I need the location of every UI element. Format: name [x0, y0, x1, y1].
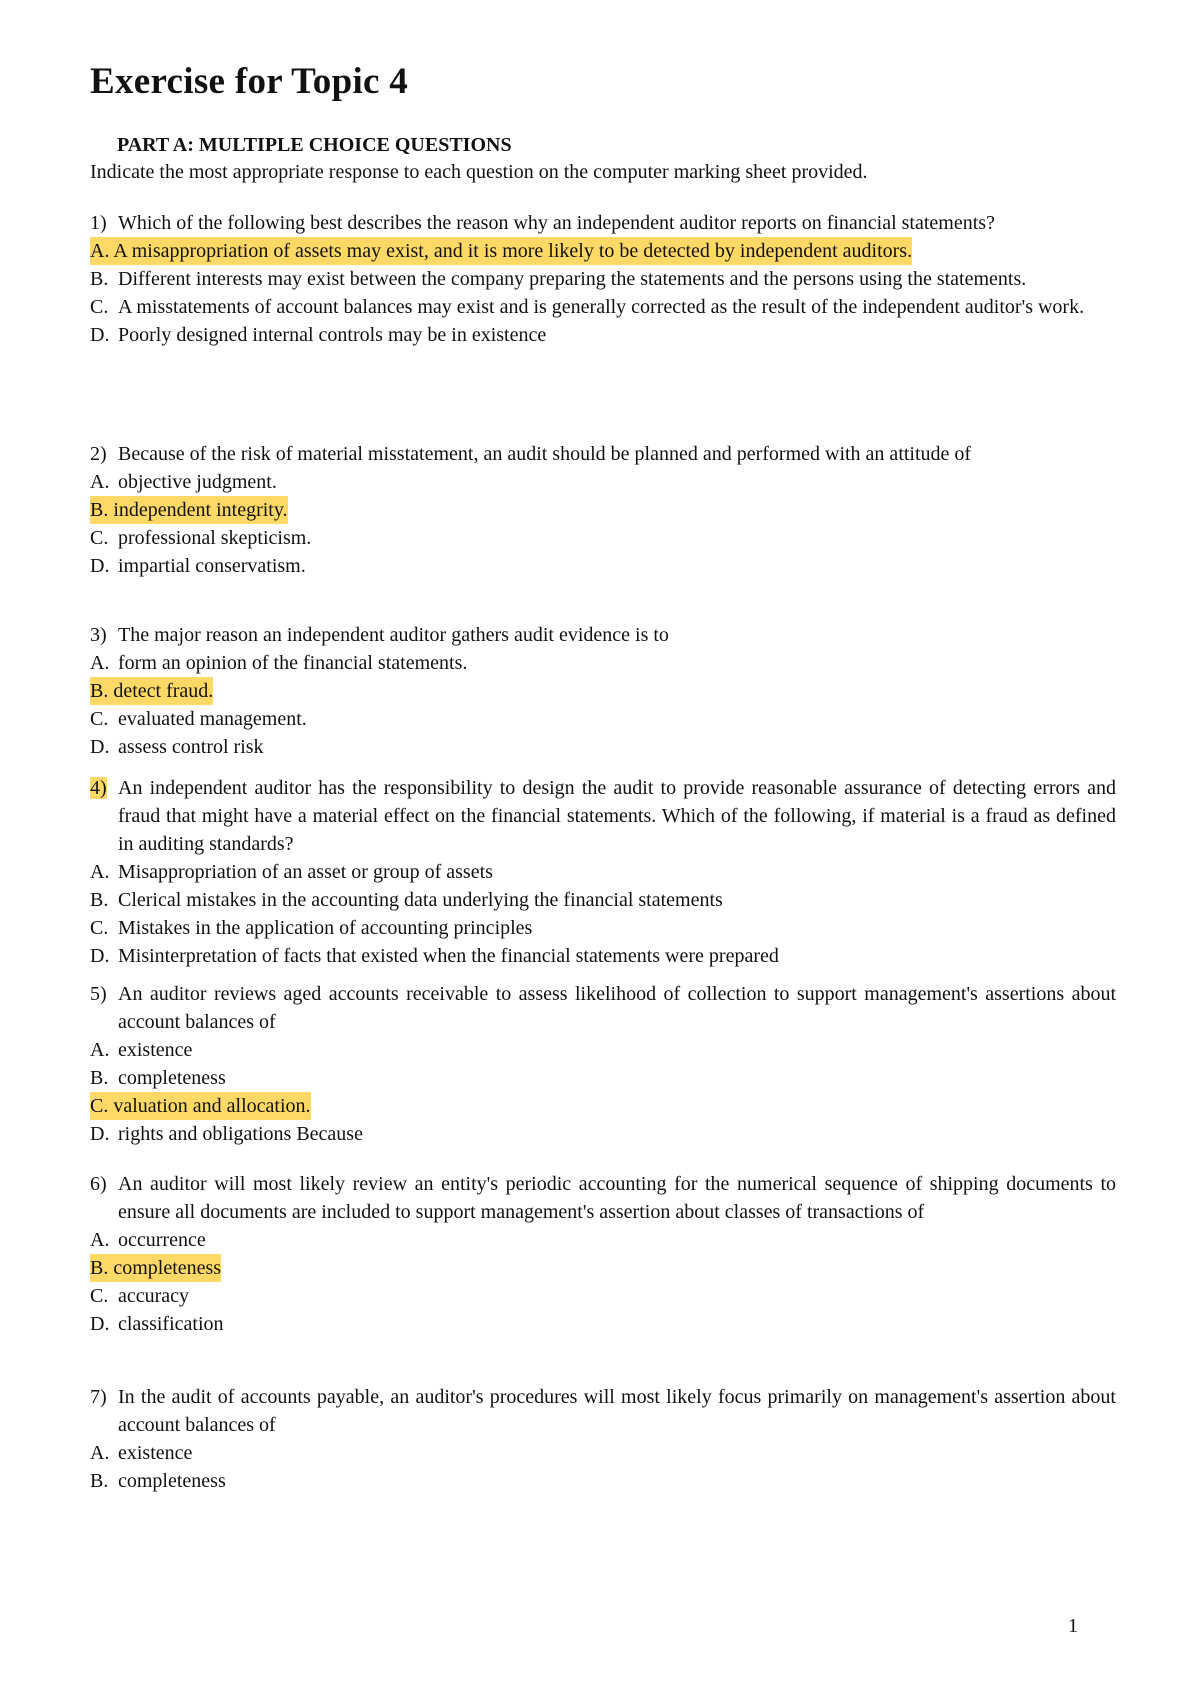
question-number-label: 4) — [90, 777, 107, 799]
option-text: assess control risk — [118, 736, 264, 758]
answer-option — [90, 942, 1116, 970]
highlighted-answer — [90, 1254, 221, 1282]
option-text: classification — [118, 1313, 224, 1335]
answer-option — [90, 1064, 1116, 1092]
answer-option — [90, 733, 1116, 761]
answer-option — [90, 1036, 1116, 1064]
question-3 — [90, 621, 1116, 761]
option-letter: B. — [90, 889, 109, 911]
option-text: detect fraud. — [113, 680, 214, 702]
answer-option — [90, 649, 1116, 677]
question-text: In the audit of accounts payable, an auditor's procedures will most likely focus primarily on management's assertion about account balances of — [118, 1386, 1116, 1436]
instructions: Indicate the most appropriate response to each question on the computer marking sheet provided. — [90, 161, 868, 183]
answer-option — [90, 1254, 1116, 1282]
question-5 — [90, 980, 1116, 1148]
option-letter: A. — [90, 240, 110, 262]
highlighted-answer — [90, 677, 213, 705]
answer-option — [90, 1226, 1116, 1254]
option-text: completeness — [118, 1067, 226, 1089]
answer-option — [90, 705, 1116, 733]
question-number-label: 2) — [90, 443, 107, 465]
option-text: A misappropriation of assets may exist, and it is more likely to be detected by independent auditors. — [113, 240, 913, 262]
question-stem — [90, 774, 1116, 858]
option-text: objective judgment. — [118, 471, 277, 493]
option-letter: D. — [90, 1313, 110, 1335]
answer-option — [90, 858, 1116, 886]
option-letter: C. — [90, 1095, 109, 1117]
option-text: Different interests may exist between the company preparing the statements and the persons using the statements. — [118, 268, 1027, 290]
answer-option — [90, 1120, 1116, 1148]
option-text: existence — [118, 1442, 193, 1464]
option-text: Clerical mistakes in the accounting data underlying the financial statements — [118, 889, 723, 911]
question-number — [90, 980, 118, 1036]
option-text: independent integrity. — [113, 499, 288, 521]
option-text: A misstatements of account balances may exist and is generally corrected as the result of the independent auditor's work. — [118, 296, 1085, 318]
option-text: rights and obligations Because — [118, 1123, 363, 1145]
highlighted-answer — [90, 1092, 311, 1120]
question-stem — [90, 1170, 1116, 1226]
question-number-label: 6) — [90, 1173, 107, 1195]
question-stem — [90, 440, 1116, 468]
option-text: Misinterpretation of facts that existed when the financial statements were prepared — [118, 945, 779, 967]
question-number-label: 1) — [90, 212, 107, 234]
option-letter: A. — [90, 861, 110, 883]
answer-option — [90, 914, 1116, 942]
answer-option — [90, 1467, 1116, 1495]
option-letter: A. — [90, 1229, 110, 1251]
option-letter: A. — [90, 471, 110, 493]
option-text: valuation and allocation. — [113, 1095, 311, 1117]
option-text: existence — [118, 1039, 193, 1061]
option-letter: D. — [90, 1123, 110, 1145]
option-letter: C. — [90, 1285, 109, 1307]
option-text: Mistakes in the application of accounting principles — [118, 917, 533, 939]
question-text: An auditor will most likely review an entity's periodic accounting for the numerical sequence of shipping documents to ensure all documents are included to support management's assertion about classes of transactions of — [118, 1173, 1116, 1223]
answer-option — [90, 237, 1116, 265]
option-letter: B. — [90, 680, 109, 702]
option-letter: D. — [90, 945, 110, 967]
question-number — [90, 621, 118, 649]
answer-option — [90, 496, 1116, 524]
question-stem — [90, 209, 1116, 237]
question-number — [90, 440, 118, 468]
question-7 — [90, 1383, 1116, 1495]
question-4 — [90, 774, 1116, 970]
highlighted-answer — [90, 496, 288, 524]
option-letter: A. — [90, 1442, 110, 1464]
option-text: occurrence — [118, 1229, 206, 1251]
option-text: Misappropriation of an asset or group of assets — [118, 861, 493, 883]
answer-option — [90, 677, 1116, 705]
answer-option — [90, 552, 1116, 580]
option-letter: C. — [90, 917, 109, 939]
question-6 — [90, 1170, 1116, 1338]
option-letter: A. — [90, 652, 110, 674]
question-text: Because of the risk of material misstatement, an audit should be planned and performed with an attitude of — [118, 443, 972, 465]
highlighted-answer — [90, 237, 912, 265]
question-number — [90, 1170, 118, 1226]
question-text: An independent auditor has the responsibility to design the audit to provide reasonable assurance of detecting errors and fraud that might have a material effect on the financial statements. Which of the following, if material is a fraud as defined in auditing standards? — [118, 777, 1116, 855]
question-number-label: 7) — [90, 1386, 107, 1408]
answer-option — [90, 1282, 1116, 1310]
option-letter: D. — [90, 555, 110, 577]
answer-option — [90, 1092, 1116, 1120]
option-text: impartial conservatism. — [118, 555, 306, 577]
question-text: An auditor reviews aged accounts receivable to assess likelihood of collection to support management's assertions about account balances of — [118, 983, 1116, 1033]
question-text: Which of the following best describes the reason why an independent auditor reports on financial statements? — [118, 212, 995, 234]
option-letter: B. — [90, 1470, 109, 1492]
option-letter: B. — [90, 268, 109, 290]
question-stem — [90, 980, 1116, 1036]
option-text: accuracy — [118, 1285, 190, 1307]
option-letter: B. — [90, 499, 109, 521]
page-title: Exercise for Topic 4 — [90, 61, 409, 102]
question-stem — [90, 1383, 1116, 1439]
page-number: 1 — [1068, 1615, 1078, 1637]
option-letter: D. — [90, 324, 110, 346]
option-letter: B. — [90, 1067, 109, 1089]
option-text: completeness — [113, 1257, 222, 1279]
question-1 — [90, 209, 1116, 349]
question-number — [90, 1383, 118, 1439]
answer-option — [90, 468, 1116, 496]
answer-option — [90, 886, 1116, 914]
answer-option — [90, 293, 1116, 321]
option-text: Poorly designed internal controls may be in existence — [118, 324, 547, 346]
option-text: professional skepticism. — [118, 527, 312, 549]
question-text: The major reason an independent auditor gathers audit evidence is to — [118, 624, 669, 646]
question-number — [90, 209, 118, 237]
option-text: evaluated management. — [118, 708, 307, 730]
option-text: form an opinion of the financial statements. — [118, 652, 468, 674]
question-number — [90, 774, 118, 858]
option-letter: A. — [90, 1039, 110, 1061]
option-letter: C. — [90, 296, 109, 318]
option-letter: C. — [90, 708, 109, 730]
answer-option — [90, 1310, 1116, 1338]
option-letter: D. — [90, 736, 110, 758]
answer-option — [90, 1439, 1116, 1467]
question-number-label: 3) — [90, 624, 107, 646]
answer-option — [90, 265, 1116, 293]
option-letter: C. — [90, 527, 109, 549]
question-stem — [90, 621, 1116, 649]
answer-option — [90, 321, 1116, 349]
answer-option — [90, 524, 1116, 552]
question-number-label: 5) — [90, 983, 107, 1005]
option-text: completeness — [118, 1470, 226, 1492]
part-heading: PART A: MULTIPLE CHOICE QUESTIONS — [117, 134, 512, 156]
option-letter: B. — [90, 1257, 109, 1279]
question-2 — [90, 440, 1116, 580]
